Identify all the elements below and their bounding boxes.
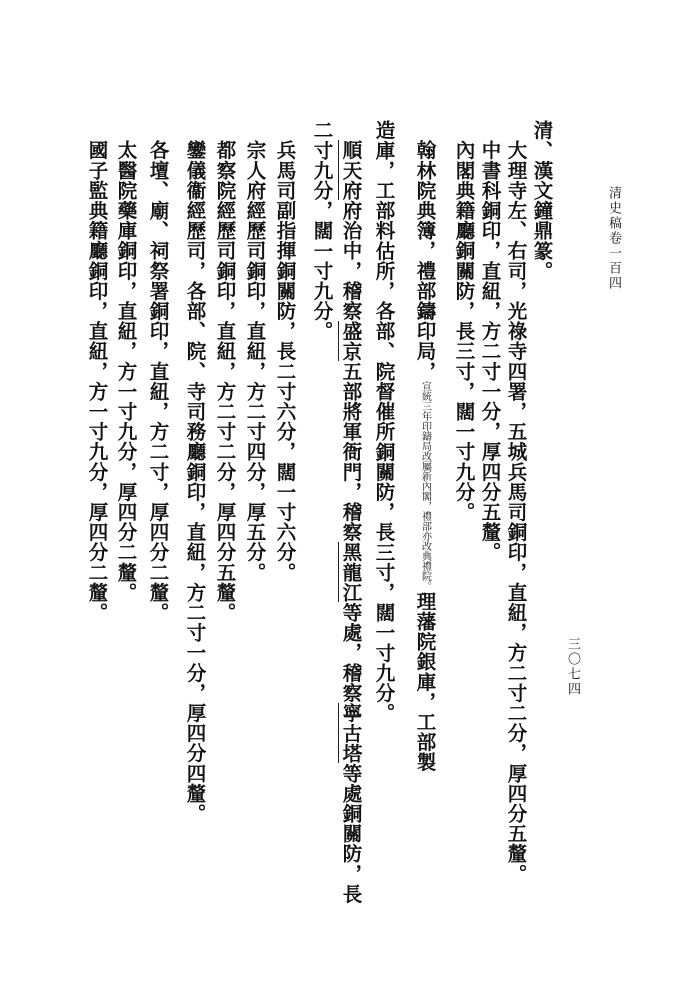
text-column-4: 內閣典籍廳銅關防，長三寸，闊一寸九分。 bbox=[452, 140, 476, 522]
column-5-text-before: 翰林院典簿，禮部鑄印局， bbox=[413, 140, 437, 382]
text-column-2: 大理寺左、右司，光祿寺四署，五城兵馬司銅印，直紐，方二寸二分，厚四分五釐。 bbox=[504, 140, 528, 884]
text-column-7 bbox=[341, 140, 361, 904]
text-column-12: 鑾儀衞經歷司，各部、院、寺司務廳銅印，直紐，方二寸一分，厚四分四釐。 bbox=[183, 140, 207, 824]
column-7-seg-4: 五部將軍衙門，稽察 bbox=[339, 361, 363, 543]
page-number: 三〇七四 bbox=[565, 637, 580, 697]
text-column-11: 都察院經歷司銅印，直紐，方二寸二分，厚四分五釐。 bbox=[213, 140, 237, 623]
text-column-15: 國子監典籍廳銅印，直紐，方一寸九分，厚四分二釐。 bbox=[85, 140, 109, 623]
annotation-right-line: 宣統三年印鑄局改屬新內閣， bbox=[419, 381, 431, 512]
running-title: 清史稿卷一百四 bbox=[606, 186, 621, 291]
column-5-text-after: 理藩院銀庫，工部製 bbox=[413, 591, 437, 773]
text-column-5 bbox=[415, 140, 435, 772]
text-column-8: 二寸九分，闊一寸九分。 bbox=[310, 120, 334, 342]
text-column-3: 中書科銅印，直紐，方二寸一分，厚四分五釐。 bbox=[478, 140, 502, 563]
text-column-14: 太醫院藥庫銅印，直紐，方一寸九分，厚四分二釐。 bbox=[114, 140, 138, 603]
text-column-1: 清、漢文鐘鼎篆。 bbox=[530, 120, 554, 281]
proper-name-shuntian: 順天府 bbox=[339, 140, 363, 201]
text-column-13: 各壇、廟、祠祭署銅印，直紐，方二寸，厚四分二釐。 bbox=[146, 140, 170, 623]
text-column-9: 兵馬司副指揮銅關防，長二寸六分，闊一寸六分。 bbox=[273, 140, 297, 583]
text-column-6: 造庫，工部料估所，各部、院督催所銅關防，長三寸，闊一寸九分。 bbox=[372, 120, 396, 723]
column-7-seg-8: 等處銅關防，長 bbox=[339, 763, 363, 904]
proper-name-heilongjiang: 黑龍江 bbox=[339, 542, 363, 603]
proper-name-ningguta: 寧古塔 bbox=[339, 702, 363, 764]
inline-annotation bbox=[415, 381, 435, 591]
column-7-seg-6: 等處，稽察 bbox=[339, 602, 363, 703]
text-column-10: 宗人府經歷司銅印，直紐，方二寸四分，厚五分。 bbox=[243, 140, 267, 583]
annotation-left-line: 禮部亦改典禮院。 bbox=[419, 511, 431, 592]
proper-name-shengjing: 盛京 bbox=[339, 320, 363, 362]
column-7-seg-2: 府治中，稽察 bbox=[339, 200, 363, 321]
